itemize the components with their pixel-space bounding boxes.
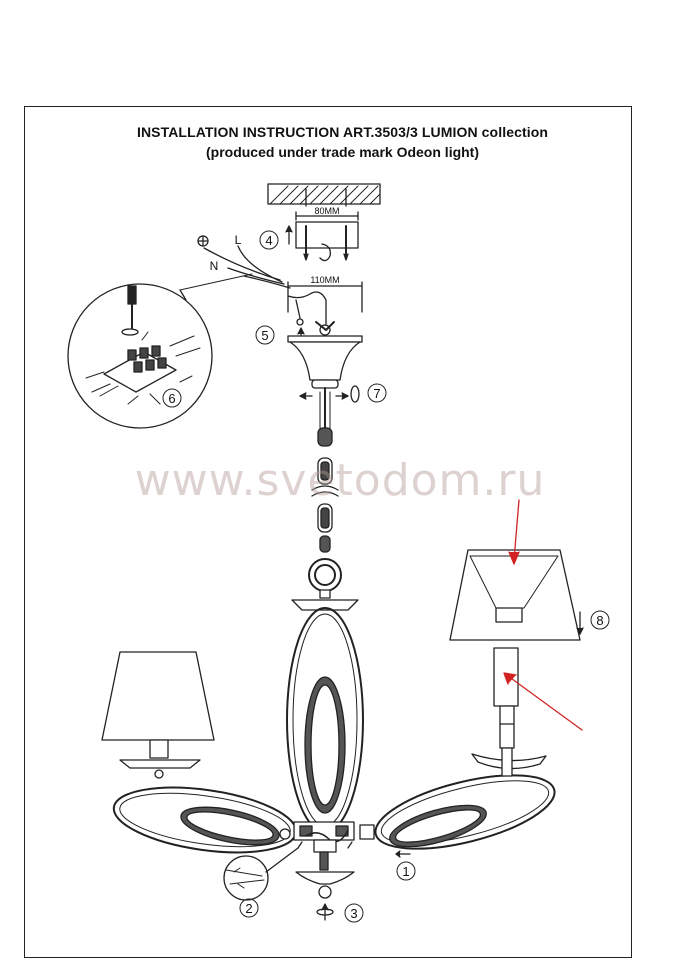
wire-connector-detail [224, 848, 298, 900]
canopy-width-label: 110MM [310, 275, 340, 285]
title-line-2: (produced under trade mark Odeon light) [205, 144, 480, 160]
screwdriver-icon [128, 286, 136, 304]
neutral-wire-label: N [209, 259, 219, 273]
central-junction [280, 822, 374, 870]
step4-label: 4 [265, 233, 273, 248]
left-lampshade [102, 652, 214, 778]
step1-arrow [396, 851, 410, 857]
mounting-bracket [286, 212, 358, 261]
ceiling-loop [292, 559, 358, 610]
terminal-block-detail [68, 284, 212, 428]
canopy [288, 336, 362, 430]
watermark: www.svetodom.ru [134, 455, 546, 506]
step1-label: 1 [402, 864, 410, 879]
hook-icon [320, 244, 330, 261]
step5-label: 5 [261, 328, 269, 343]
ceiling [268, 184, 380, 206]
right-bulb-holder [472, 648, 546, 776]
live-wire-label: L [234, 233, 242, 247]
step3-label: 3 [350, 906, 358, 921]
right-lampshade [450, 550, 583, 640]
canopy-dimension [288, 282, 362, 340]
step2-label: 2 [245, 901, 253, 916]
left-arm [110, 777, 301, 862]
step8-label: 8 [596, 613, 604, 628]
mount-width-label: 80MM [314, 206, 340, 216]
screw-ring-icon [351, 386, 359, 402]
central-oval [287, 608, 363, 832]
title-line-1: INSTALLATION INSTRUCTION ART.3503/3 LUMION collection [136, 124, 549, 140]
right-arm [368, 761, 561, 864]
step6-label: 6 [168, 391, 176, 406]
step7-label: 7 [373, 386, 381, 401]
